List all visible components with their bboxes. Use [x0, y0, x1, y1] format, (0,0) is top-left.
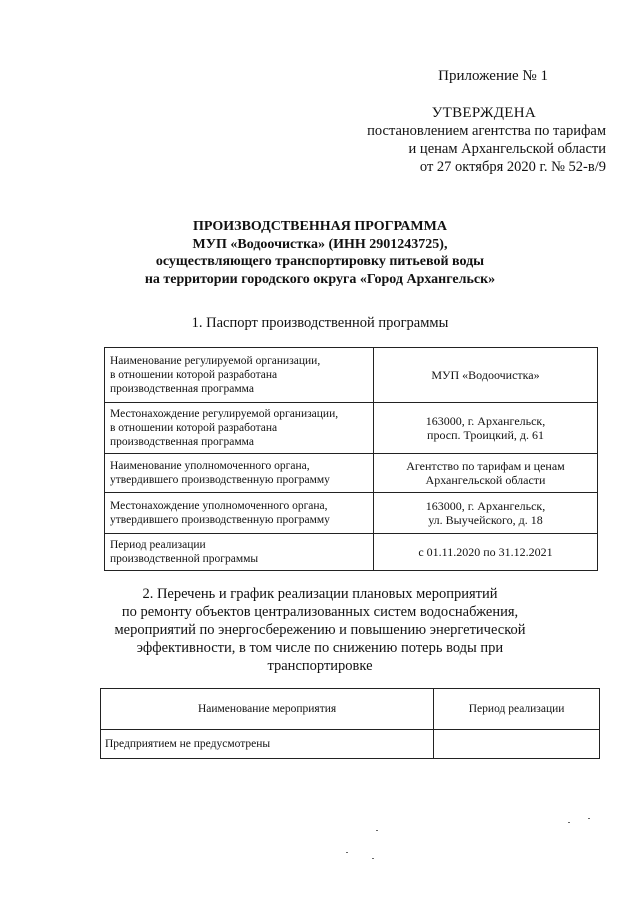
- value-line: МУП «Водоочистка»: [431, 368, 540, 382]
- approved-word: УТВЕРЖДЕНА: [431, 105, 536, 121]
- value-line: ул. Выучейского, д. 18: [428, 513, 543, 527]
- table-header-row: [101, 689, 600, 730]
- passport-value-cell: [374, 493, 598, 534]
- approval-line-2: и ценам Архангельской области: [408, 141, 606, 157]
- label-line: производственная программа: [110, 383, 254, 395]
- section-2-heading-line: эффективности, в том числе по снижению потерь воды при: [136, 640, 504, 656]
- event-name-cell: Предприятием не предусмотрены: [101, 730, 434, 759]
- document-title: [0, 218, 640, 288]
- label-line: утвердившего производственную программу: [110, 514, 330, 526]
- approval-block: [286, 104, 606, 176]
- scan-speck: [376, 830, 378, 831]
- label-line: в отношении которой разработана: [110, 369, 278, 381]
- value-line: Агентство по тарифам и ценам: [406, 459, 565, 473]
- title-line-3: осуществляющего транспортировку питьевой воды: [155, 254, 485, 269]
- table-row: [101, 730, 600, 759]
- label-line: Местонахождение регулируемой организации,: [110, 408, 339, 420]
- event-period-cell: [434, 730, 600, 759]
- value-line: Архангельской области: [425, 473, 546, 487]
- title-line-4: на территории городского округа «Город Архангельск»: [144, 271, 496, 287]
- passport-table: [104, 347, 598, 571]
- table-row: [105, 348, 598, 403]
- events-table: [100, 688, 600, 759]
- table-row: [105, 403, 598, 454]
- section-2-heading-line: 2. Перечень и график реализации плановых мероприятий: [142, 586, 498, 602]
- approval-line-3: от 27 октября 2020 г. № 52-в/9: [419, 159, 606, 175]
- label-line: Наименование уполномоченного органа,: [110, 460, 310, 472]
- appendix-label: Приложение № 1: [438, 68, 548, 84]
- label-line: в отношении которой разработана: [110, 422, 278, 434]
- passport-label-cell: [105, 348, 374, 403]
- table-row: [105, 534, 598, 571]
- label-line: производственная программа: [110, 436, 254, 448]
- scan-speck: [588, 818, 590, 819]
- label-line: Наименование регулируемой организации,: [110, 355, 321, 367]
- label-line: Период реализации: [110, 539, 206, 551]
- passport-label-cell: [105, 493, 374, 534]
- passport-value-cell: [374, 454, 598, 493]
- passport-label-cell: [105, 454, 374, 493]
- passport-label-cell: [105, 534, 374, 571]
- section-2-heading-line: по ремонту объектов централизованных систем водоснабжения,: [121, 604, 519, 620]
- value-line: с 01.11.2020 по 31.12.2021: [418, 545, 553, 559]
- scan-speck: [372, 858, 374, 859]
- section-1-heading: 1. Паспорт производственной программы: [191, 315, 449, 331]
- passport-value-cell: [374, 348, 598, 403]
- title-line-1: ПРОИЗВОДСТВЕННАЯ ПРОГРАММА: [193, 219, 447, 234]
- scan-speck: [346, 852, 348, 853]
- title-line-2: МУП «Водоочистка» (ИНН 2901243725),: [192, 236, 448, 252]
- label-line: Местонахождение уполномоченного органа,: [110, 500, 328, 512]
- column-header-name: Наименование мероприятия: [101, 689, 434, 730]
- label-line: производственной программы: [110, 553, 259, 565]
- value-line: просп. Троицкий, д. 61: [427, 428, 544, 442]
- passport-value-cell: [374, 403, 598, 454]
- value-line: 163000, г. Архангельск,: [425, 499, 546, 513]
- scan-speck: [568, 822, 570, 823]
- passport-label-cell: [105, 403, 374, 454]
- approval-line-1: постановлением агентства по тарифам: [367, 123, 606, 139]
- section-2-heading: [0, 585, 640, 675]
- passport-value-cell: [374, 534, 598, 571]
- table-row: [105, 493, 598, 534]
- section-2-heading-line: мероприятий по энергосбережению и повышению энергетической: [114, 622, 526, 638]
- value-line: 163000, г. Архангельск,: [425, 414, 546, 428]
- column-header-period: Период реализации: [434, 689, 600, 730]
- section-2-heading-line: транспортировке: [267, 658, 373, 674]
- table-row: [105, 454, 598, 493]
- label-line: утвердившего производственную программу: [110, 474, 330, 486]
